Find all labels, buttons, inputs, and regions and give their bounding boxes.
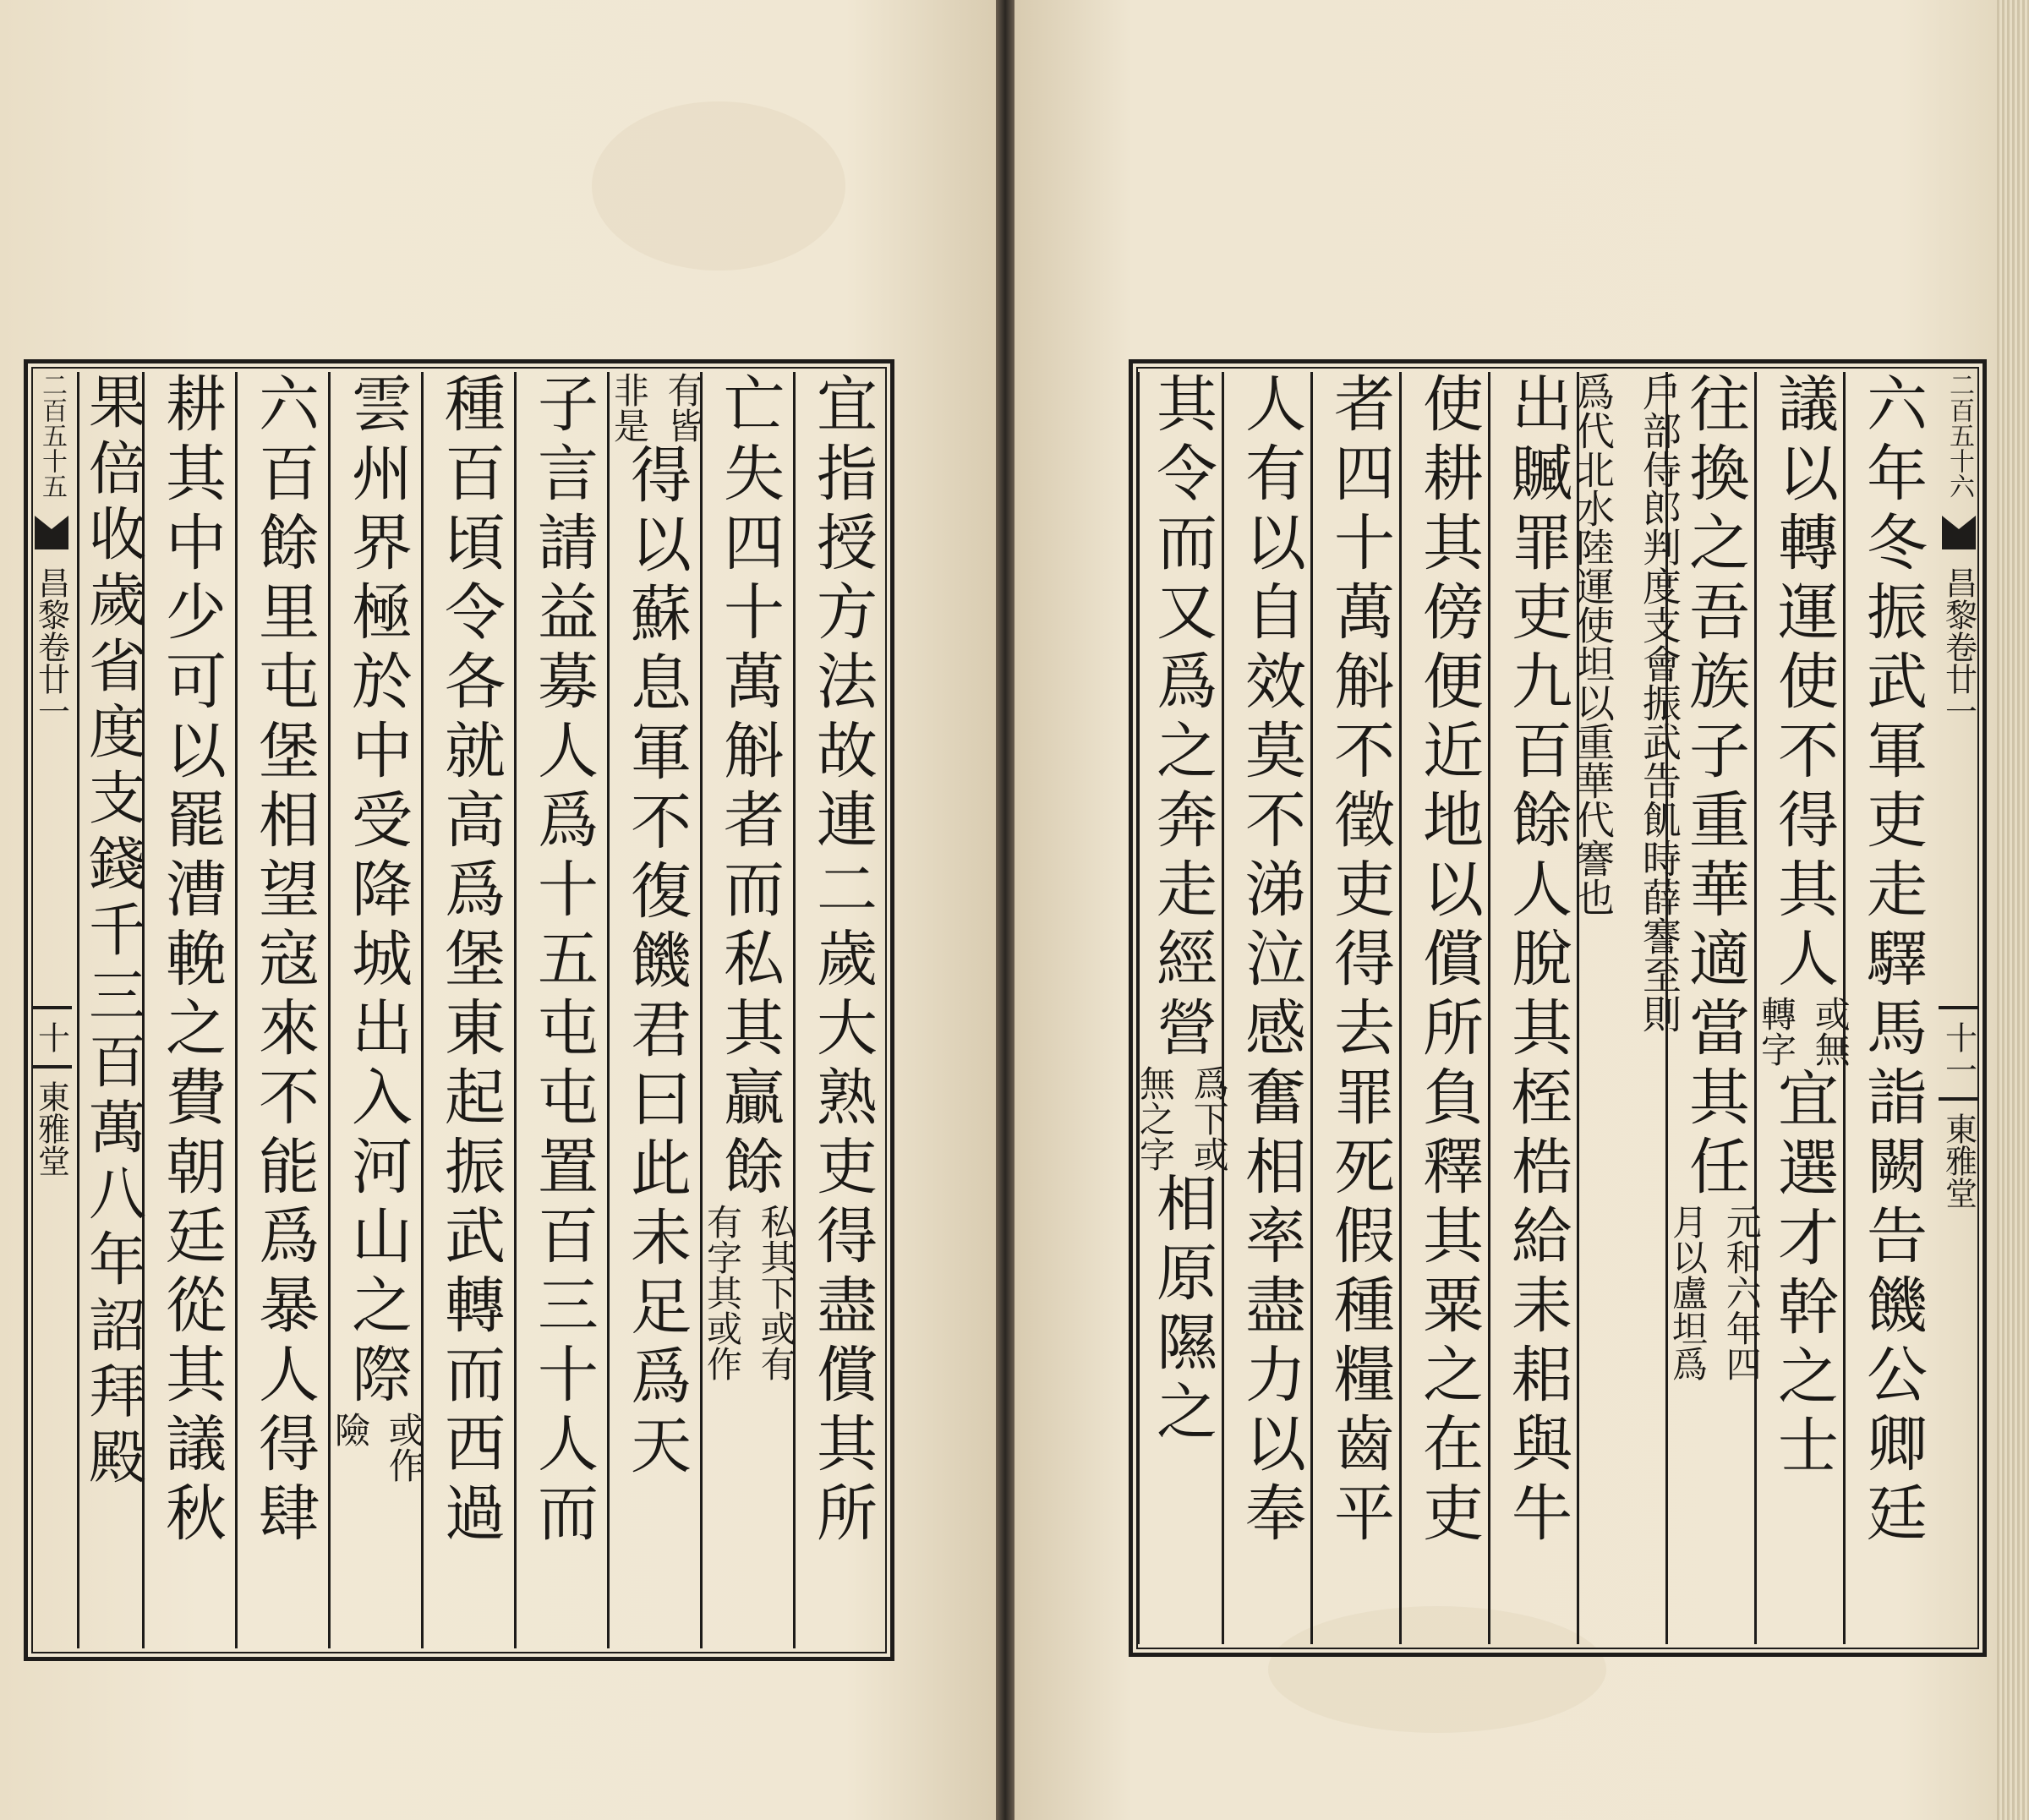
fish-tail-mark — [35, 516, 68, 549]
right-margin-header: 二百五十六 — [1944, 372, 1974, 499]
text-column — [1399, 372, 1495, 1644]
heart-divider — [31, 1065, 72, 1068]
left-heart-publisher: 東雅堂 — [32, 1080, 70, 1177]
right-heart-page: 十一 — [1939, 1021, 1977, 1085]
note-left-line: 有字其或作 — [702, 1204, 743, 1381]
text-column — [77, 372, 145, 1648]
left-margin-header: 二百五十五 — [37, 372, 67, 499]
text-column — [1310, 372, 1406, 1644]
text-column — [607, 372, 703, 1648]
text-column — [421, 372, 517, 1648]
column-main-text: 種百頃令各就高爲堡東起振武轉而西過 — [435, 372, 506, 1550]
left-page-heart — [28, 363, 75, 1657]
right-heart-publisher: 東雅堂 — [1939, 1112, 1977, 1209]
text-column — [235, 372, 331, 1648]
text-column — [1754, 372, 1850, 1644]
text-column — [700, 372, 796, 1648]
column-main-text: 耕其中少可以罷漕輓之費朝廷從其議秋 — [156, 372, 227, 1550]
text-column — [1843, 372, 1939, 1644]
interlinear-note — [1665, 1204, 1764, 1381]
heart-divider — [1939, 1006, 1979, 1009]
interlinear-note — [1753, 996, 1853, 1067]
column-main-text: 使耕其傍便近地以償所負釋其粟之在吏 — [1413, 372, 1484, 1550]
column-main-text: 雲州界極於中受降城出入河山之際 — [342, 372, 413, 1412]
interlinear-note — [327, 1412, 427, 1483]
right-text-block — [1129, 359, 1987, 1657]
column-main-text: 宜指授方法故連二歲大熟吏得盡償其所 — [807, 372, 878, 1550]
interlinear-note — [699, 1204, 799, 1381]
page-fore-edge — [1997, 0, 2029, 1820]
note-right-line: 元和六年四 — [1720, 1204, 1763, 1381]
column-main-text: 子言請益募人爲十五屯屯置百三十人而 — [528, 372, 599, 1550]
column-main-text-continued: 宜選才幹之士 — [1768, 1067, 1839, 1483]
note-left-line: 爲代北水陸運使坦以重華代謇也 — [1570, 372, 1616, 916]
column-main-text: 六年冬振武軍吏走驛馬詣闕告饑公卿廷 — [1857, 372, 1928, 1550]
right-heart-title: 昌黎卷廿一 — [1939, 566, 1977, 727]
left-heart-page: 十 — [32, 1021, 70, 1053]
column-main-text: 其令而又爲之奔走經營 — [1146, 372, 1217, 1065]
text-column — [793, 372, 889, 1648]
fish-tail-mark — [1942, 516, 1976, 549]
column-main-text: 往換之吾族子重華適當其任 — [1679, 372, 1750, 1204]
interlinear-note — [1132, 1065, 1232, 1172]
note-left-line: 非是 — [609, 372, 650, 443]
right-page-heart — [1935, 363, 1983, 1653]
note-left-line: 險 — [330, 1412, 371, 1447]
text-column — [142, 372, 238, 1648]
column-main-text: 亡失四十萬斛者而私其贏餘 — [714, 372, 785, 1204]
heart-divider — [1939, 1097, 1979, 1101]
note-right-line: 私其下或有 — [755, 1204, 797, 1381]
book-spine — [996, 0, 1014, 1820]
column-main-text: 得以蘇息軍不復饑君曰此未足爲天 — [621, 443, 692, 1483]
column-main-text: 者四十萬斛不徵吏得去罪死假種糧齒平 — [1324, 372, 1395, 1550]
interlinear-note — [606, 372, 706, 443]
note-left-line: 月以盧坦爲 — [1667, 1204, 1709, 1381]
note-left-line: 轉字 — [1756, 996, 1797, 1067]
column-main-text: 人有以自效莫不涕泣感奮相率盡力以奉 — [1235, 372, 1306, 1550]
heart-divider — [31, 1006, 72, 1009]
column-main-text: 果倍收歲省度支錢千三百萬八年詔拜殿 — [79, 372, 146, 1493]
text-column — [514, 372, 610, 1648]
text-column — [1222, 372, 1317, 1644]
note-left-line: 無之字 — [1135, 1065, 1176, 1172]
column-main-text: 議以轉運使不得其人 — [1768, 372, 1839, 996]
column-main-text-continued: 相原隰之 — [1146, 1172, 1217, 1449]
note-right-line: 或無 — [1809, 996, 1851, 1067]
column-main-text: 六百餘里屯堡相望寇來不能爲暴人得肆 — [249, 372, 320, 1550]
note-right-line: 有皆 — [662, 372, 704, 443]
text-column — [1488, 372, 1583, 1644]
note-right-line: 戶部侍郎判度支會振武告飢時薛謇至則 — [1637, 372, 1682, 1033]
paper-stain — [592, 101, 845, 271]
note-right-line: 或作 — [383, 1412, 425, 1483]
text-column — [1570, 372, 1682, 1644]
column-main-text: 出贓罪吏九百餘人脫其桎梏給耒耜與牛 — [1501, 372, 1572, 1550]
left-heart-title: 昌黎卷廿一 — [32, 566, 70, 727]
text-column — [328, 372, 424, 1648]
note-right-line: 爲下或 — [1188, 1065, 1230, 1172]
left-text-block — [24, 359, 894, 1661]
text-column — [1135, 372, 1230, 1644]
